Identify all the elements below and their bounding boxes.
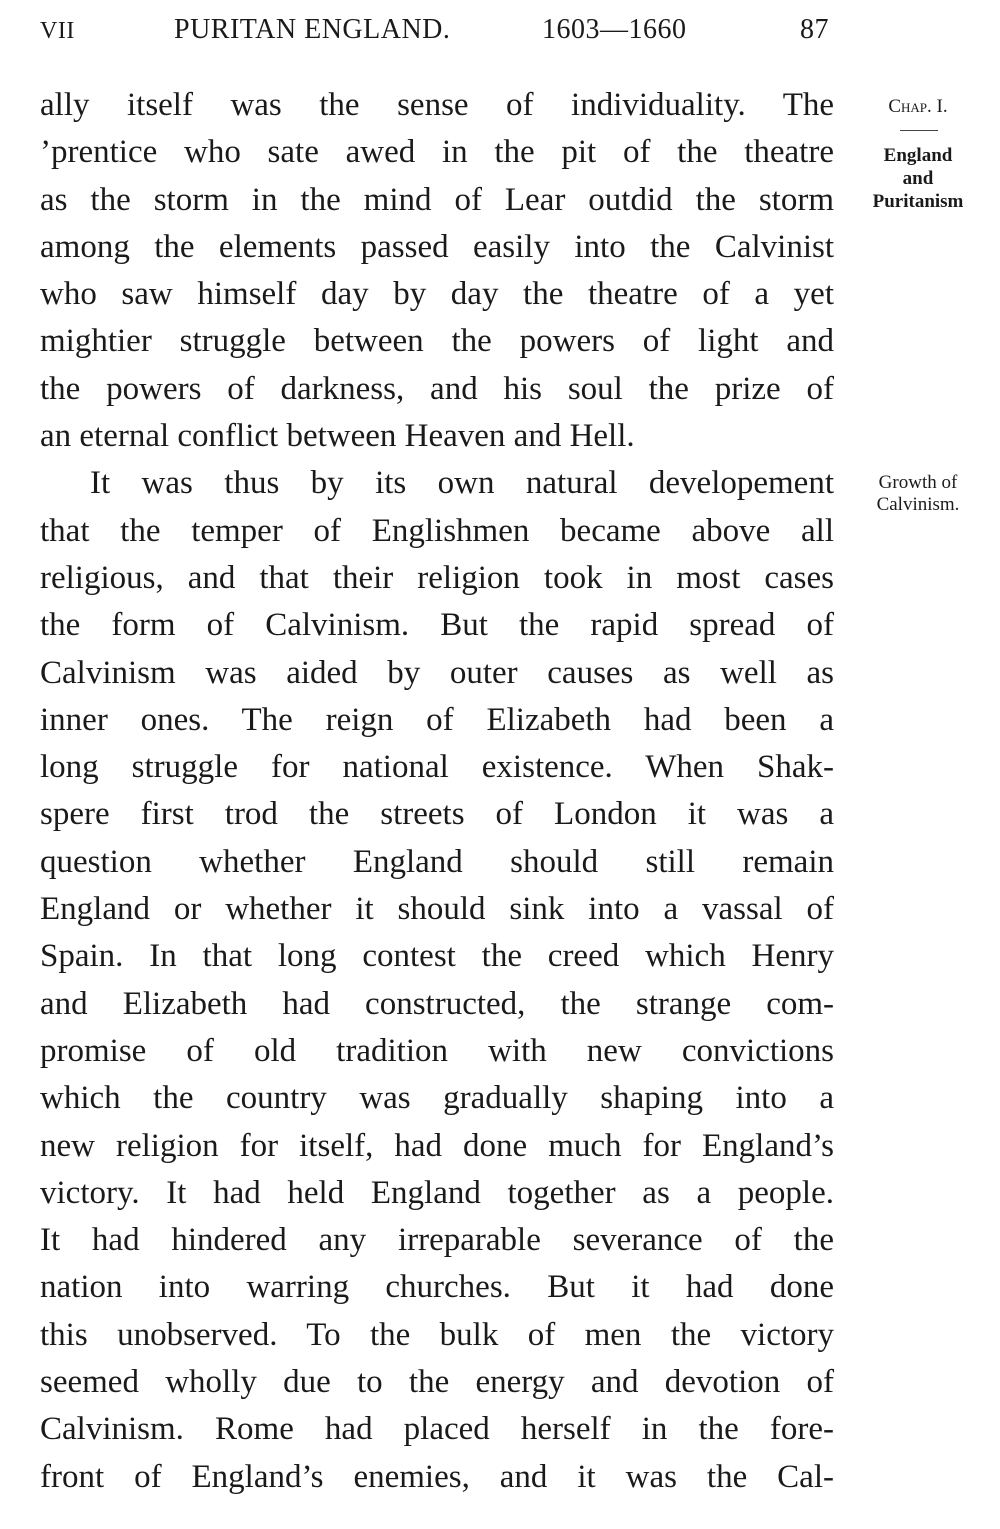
page-number: 87 — [800, 14, 829, 45]
text-line: this unobserved. To the bulk of men the victory — [40, 1316, 834, 1353]
text-line: and Elizabeth had constructed, the strange com- — [40, 985, 834, 1022]
margin-note-line: and — [902, 168, 934, 189]
text-line: an eternal conflict between Heaven and Hell. — [40, 418, 635, 455]
book-title: PURITAN ENGLAND. — [174, 14, 451, 45]
text-line: that the temper of Englishmen became above all — [40, 512, 834, 549]
margin-note-growth-calvinism — [844, 472, 992, 516]
text-line: Calvinism was aided by outer causes as well as — [40, 654, 834, 691]
margin-note-line: Puritanism — [872, 191, 964, 212]
text-line: religious, and that their religion took in most cases — [40, 559, 834, 596]
text-line: the powers of darkness, and his soul the prize of — [40, 370, 834, 407]
running-header — [40, 14, 840, 54]
text-line: seemed wholly due to the energy and devotion of — [40, 1364, 834, 1401]
text-line: ’prentice who sate awed in the pit of the theatre — [40, 134, 834, 171]
margin-note-line: Growth of — [878, 472, 958, 493]
text-line: mightier struggle between the powers of light and — [40, 323, 834, 360]
text-line: the form of Calvinism. But the rapid spread of — [40, 607, 834, 644]
text-line: England or whether it should sink into a vassal of — [40, 891, 834, 928]
text-line: among the elements passed easily into the Calvinist — [40, 228, 834, 265]
margin-note-line: Calvinism. — [876, 494, 960, 515]
text-line: as the storm in the mind of Lear outdid the storm — [40, 181, 834, 218]
body-text — [40, 82, 834, 1501]
text-line: nation into warring churches. But it had done — [40, 1269, 834, 1306]
margin-rule — [900, 130, 938, 131]
text-line: front of England’s enemies, and it was the Cal- — [40, 1458, 834, 1495]
text-line: victory. It had held England together as a people. — [40, 1174, 834, 1211]
date-range: 1603—1660 — [542, 14, 687, 45]
margin-note-line: England — [883, 145, 953, 166]
text-line: Spain. In that long contest the creed which Henry — [40, 938, 834, 975]
text-line: long struggle for national existence. When Shak- — [40, 749, 834, 786]
text-line: It had hindered any irreparable severance of the — [40, 1222, 834, 1259]
text-line: new religion for itself, had done much for England’s — [40, 1127, 834, 1164]
chapter-numeral: VII — [40, 18, 75, 44]
text-line: inner ones. The reign of Elizabeth had been a — [40, 701, 834, 738]
text-line: question whether England should still remain — [40, 843, 834, 880]
text-line: which the country was gradually shaping into a — [40, 1080, 834, 1117]
text-line: promise of old tradition with new convictions — [40, 1032, 834, 1069]
margin-note-england-puritanism — [844, 144, 992, 213]
text-line: It was thus by its own natural developement — [90, 465, 834, 502]
text-line: spere first trod the streets of London it was a — [40, 796, 834, 833]
text-line: ally itself was the sense of individuality. The — [40, 87, 834, 123]
text-line: Calvinism. Rome had placed herself in the fore- — [40, 1411, 834, 1448]
margin-chapter-label: Chap. I. — [888, 96, 948, 117]
text-line: who saw himself day by day the theatre of a yet — [40, 276, 834, 313]
